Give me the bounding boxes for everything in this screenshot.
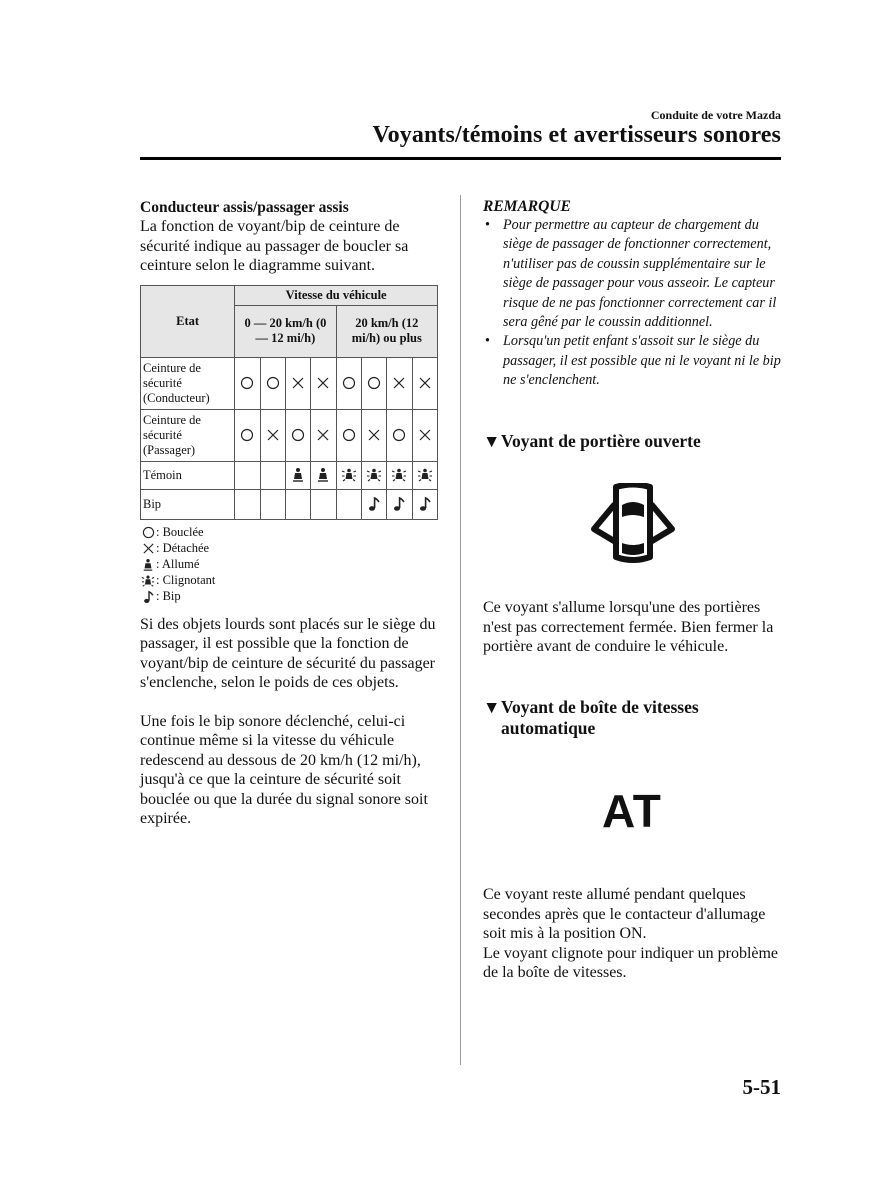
circle-icon [240,428,254,442]
seatbelt-flashing-icon [141,574,155,588]
cell-empty [235,489,260,519]
triangle-down-icon: ▼ [483,697,501,717]
row-label-driver: Ceinture de sécurité (Conducteur) [141,357,235,409]
cell-empty [260,489,285,519]
circle-icon [342,428,356,442]
table-header-state: Etat [141,285,235,357]
cell-lit [285,461,310,489]
circle-icon [291,428,305,442]
circle-icon [266,376,280,390]
circle-icon [367,376,381,390]
legend-item [140,541,440,557]
cell-unfastened [285,357,310,409]
cross-icon [418,428,432,442]
column-divider [460,195,461,1065]
list-item: • Lorsqu'un petit enfant s'assoit sur le siège du passager, il est possible que ni le voyant ni le bip ne s'enclenchent. [485,333,781,389]
cross-icon [392,376,406,390]
circle-icon [240,376,254,390]
heading-door-ajar [483,431,783,452]
heading-at-line1: Voyant de boîte de vitesses [501,697,699,717]
legend-fastened: : Bouclée [156,525,204,539]
cell-fastened [336,409,361,461]
cell-unfastened [260,409,285,461]
table-row [141,357,438,409]
legend-flashing: : Clignotant [156,573,216,587]
cell-flashing [361,461,386,489]
cross-icon [266,428,280,442]
cell-beep [361,489,386,519]
door-ajar-icon [586,483,680,567]
cell-flashing [412,461,437,489]
cross-icon [418,376,432,390]
seatbelt-warning-icon [291,467,305,483]
cell-fastened [235,409,260,461]
legend-item [140,589,440,605]
at-description-line1: Ce voyant reste allumé pendant quelques secondes après que le contacteur d'allumage soit mis à la position ON. [483,886,766,942]
remark-list [483,216,783,391]
cell-fastened [285,409,310,461]
cell-beep [412,489,437,519]
row-label-warning-light: Témoin [141,461,235,489]
cross-icon [367,428,381,442]
seatbelt-flashing-icon [391,467,407,483]
cell-empty [235,461,260,489]
table-row [141,409,438,461]
circle-icon [342,376,356,390]
subheading-seated: Conducteur assis/passager assis [140,199,349,216]
legend-on: : Allumé [156,557,200,571]
cell-empty [311,489,336,519]
heading-door-ajar-text: Voyant de portière ouverte [501,431,701,451]
list-item: • Pour permettre au capteur de chargement du siège de passager de fonctionner correctement, n'utiliser pas de coussin supplémentaire sur le siège de passager pour vous asseoir. Le capteur risque de ne pas fonctionner correctement car il sera gêné par le coussin additionnel. [485,217,777,331]
cell-empty [336,489,361,519]
cell-fastened [260,357,285,409]
seatbelt-warning-icon [316,467,330,483]
legend-item [140,525,440,541]
legend-unfastened: : Détachée [156,541,210,555]
row-label-passenger: Ceinture de sécurité (Passager) [141,409,235,461]
cross-icon [316,428,330,442]
cell-unfastened [361,409,386,461]
door-ajar-description: Ce voyant s'allume lorsqu'une des portières n'est pas correctement fermée. Bien fermer la portière avant de conduire le véhicule. [483,599,774,655]
cell-fastened [336,357,361,409]
music-note-icon [143,590,154,604]
legend-item [140,573,440,589]
cell-fastened [361,357,386,409]
left-column [140,198,440,829]
cell-beep [387,489,412,519]
remark-text: Lorsqu'un petit enfant s'assoit sur le siège du passager, il est possible que ni le voyant ni le bip ne s'enclenchent. [503,333,781,389]
legend-beep: : Bip [156,589,181,603]
row-label-beep: Bip [141,489,235,519]
paragraph-heavy-objects: Si des objets lourds sont placés sur le siège du passager, il est possible que la fonction de voyant/bip de ceinture de sécurité du passager s'enclenche, selon le poids de ces objets. [140,615,436,691]
table-header-range-high: 20 km/h (12 mi/h) ou plus [336,305,437,357]
music-note-icon [419,496,431,512]
cross-icon [291,376,305,390]
music-note-icon [393,496,405,512]
right-column [483,198,783,391]
cell-unfastened [311,357,336,409]
cell-lit [311,461,336,489]
seatbelt-table [140,285,438,520]
at-description-line2: Le voyant clignote pour indiquer un problème de la boîte de vitesses. [483,944,779,981]
cell-flashing [336,461,361,489]
table-row [141,461,438,489]
remark-title: REMARQUE [483,198,571,215]
intro-paragraph: La fonction de voyant/bip de ceinture de sécurité indique au passager de boucler sa ceinture selon le diagramme suivant. [140,218,409,274]
cell-fastened [387,409,412,461]
section-label: Conduite de votre Mazda [650,108,781,122]
header-rule [140,157,781,160]
circle-icon [142,526,155,539]
cell-empty [285,489,310,519]
seatbelt-flashing-icon [417,467,433,483]
cell-unfastened [387,357,412,409]
heading-at-line2: automatique [501,718,596,738]
cross-icon [316,376,330,390]
page-title: Voyants/témoins et avertisseurs sonores [372,122,781,148]
heading-automatic-transmission [483,697,783,739]
remark-text: Pour permettre au capteur de chargement du siège de passager de fonctionner correctement, n'utiliser pas de coussin supplémentaire sur le siège de passager pour vous asseoir. Le capteur risque de ne pas fonctionner correctement car il sera gêné par le coussin additionnel. [503,217,777,331]
seatbelt-flashing-icon [341,467,357,483]
cell-flashing [387,461,412,489]
at-description [483,885,783,983]
triangle-down-icon: ▼ [483,431,501,451]
cell-empty [260,461,285,489]
cell-unfastened [412,357,437,409]
cell-unfastened [412,409,437,461]
paragraph-beep-continues: Une fois le bip sonore déclenché, celui-ci continue même si la vitesse du véhicule redescend au dessous de 20 km/h (12 mi/h), jusqu'à ce que la ceinture de sécurité soit bouclée ou que la durée du signal sonore soit expirée. [140,712,428,827]
legend [140,525,440,605]
cell-unfastened [311,409,336,461]
page-number: 5-51 [742,1075,781,1099]
music-note-icon [368,496,380,512]
seatbelt-flashing-icon [366,467,382,483]
table-header-range-low: 0 — 20 km/h (0 — 12 mi/h) [235,305,336,357]
cell-fastened [235,357,260,409]
at-indicator-symbol: AT [602,785,662,837]
table-row [141,489,438,519]
circle-icon [392,428,406,442]
seatbelt-warning-icon [142,558,154,572]
table-header-speed: Vitesse du véhicule [235,285,438,305]
cross-icon [142,542,155,555]
legend-item [140,557,440,573]
